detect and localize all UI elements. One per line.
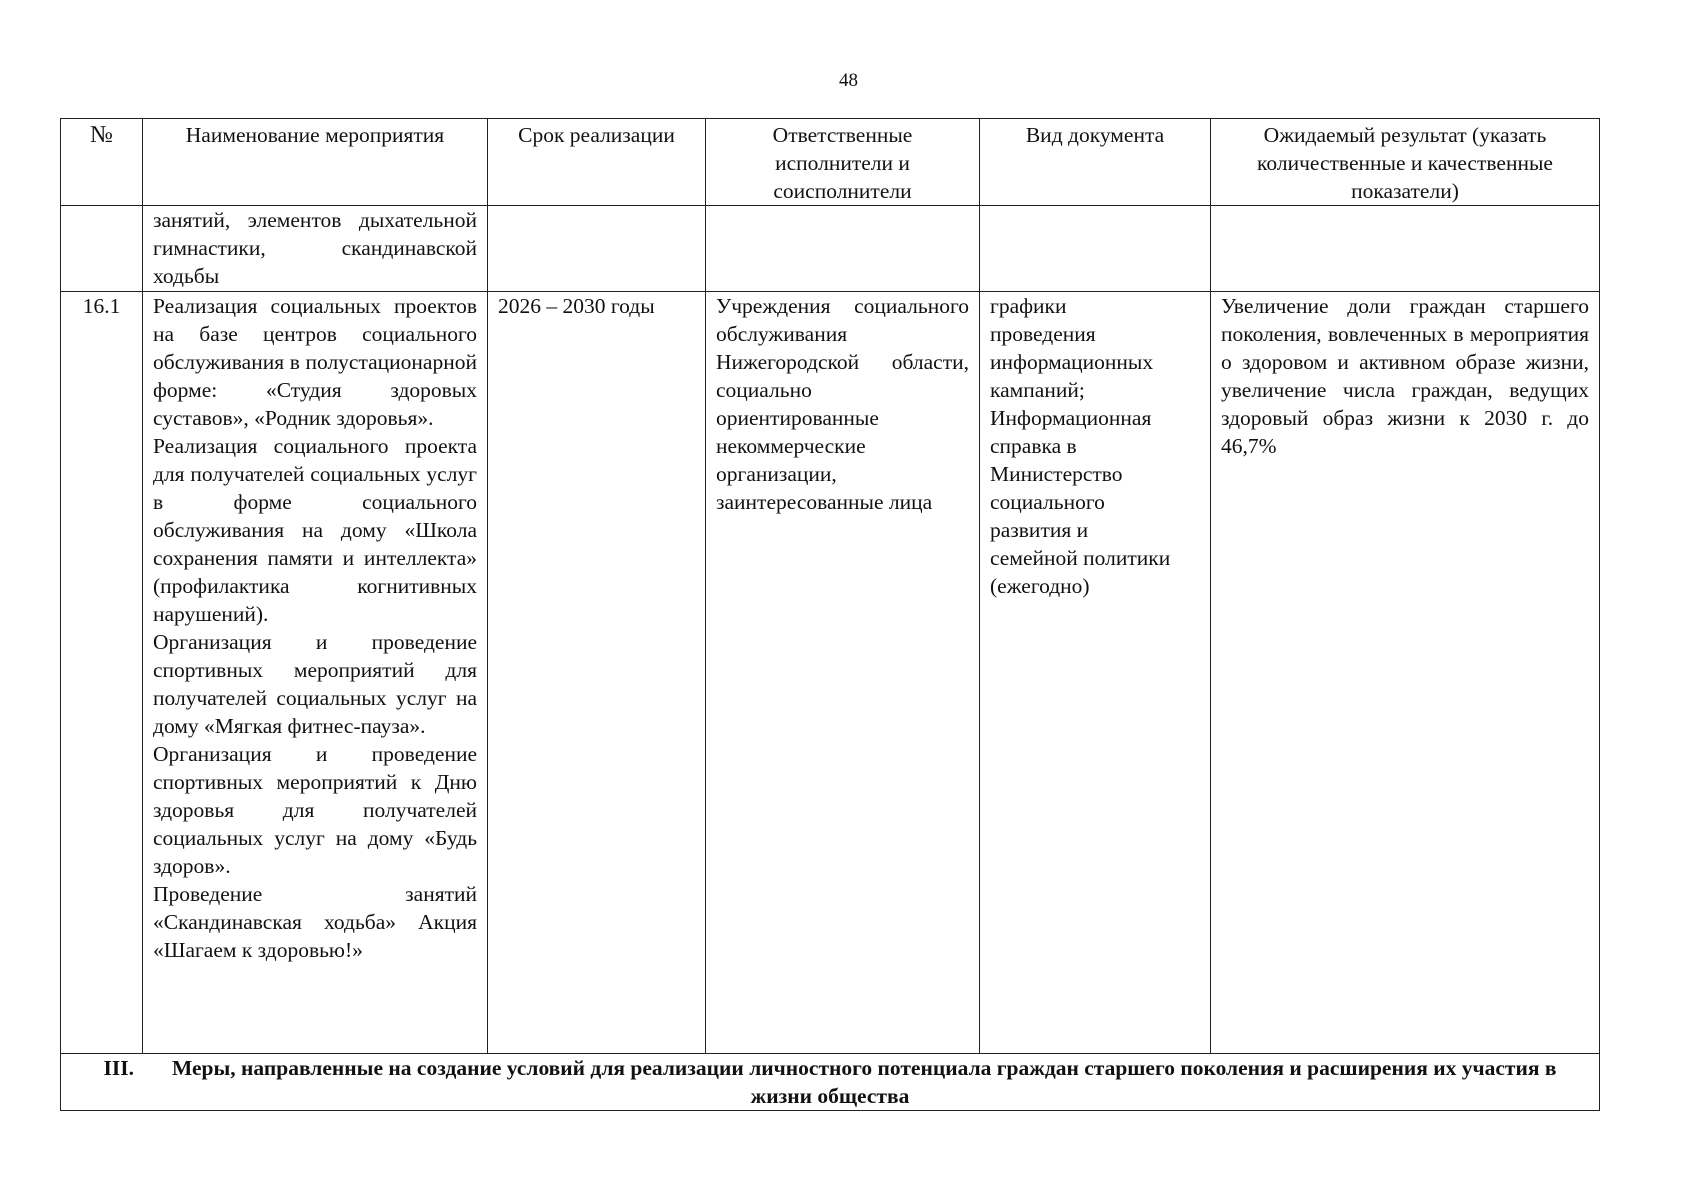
header-executors: Ответственные исполнители и соисполнители [706, 119, 980, 206]
document-line: Министерство [990, 462, 1123, 486]
header-activity-name: Наименование мероприятия [143, 119, 488, 206]
cell-document-type [980, 292, 1211, 1054]
activity-paragraph: Проведение занятий «Скандинавская ходьба» Акция «Шагаем к здоровью!» [153, 882, 477, 962]
document-line: (ежегодно) [990, 574, 1090, 598]
cell-period [488, 206, 706, 292]
activity-paragraph: Организация и проведение спортивных мероприятий для получателей социальных услуг на дому «Мягкая фитнес-пауза». [153, 630, 477, 738]
document-line: графики [990, 294, 1067, 318]
activity-paragraph: Реализация социальных проектов на базе центров социального обслуживания в полустационарной форме: «Студия здоровых суставов», «Родник здоровья». [153, 294, 477, 430]
document-line: социального [990, 490, 1105, 514]
document-line: справка в [990, 434, 1077, 458]
cell-activity-name: занятий, элементов дыхательной гимнастики, скандинавской ходьбы [143, 206, 488, 292]
cell-expected-result: Увеличение доли граждан старшего поколения, вовлеченных в мероприятия о здоровом и активном образе жизни, увеличение числа граждан, ведущих здоровый образ жизни к 2030 г. до 46,7% [1211, 292, 1600, 1054]
section-heading-row [61, 1054, 1600, 1111]
cell-number: 16.1 [61, 292, 143, 1054]
cell-executors: Учреждения социального обслуживания Нижегородской области, социально ориентированные некоммерческие организации, заинтересованные лица [706, 292, 980, 1054]
document-line: Информационная [990, 406, 1152, 430]
header-document-type: Вид документа [980, 119, 1211, 206]
table-header-row [61, 119, 1600, 206]
header-period: Срок реализации [488, 119, 706, 206]
cell-period: 2026 – 2030 годы [488, 292, 706, 1054]
section-title: Меры, направленные на создание условий для реализации личностного потенциала граждан старшего поколения и расширения их участия в жизни общества [171, 1056, 1557, 1108]
activity-paragraph: Реализация социального проекта для получателей социальных услуг в форме социального обслуживания на дому «Школа сохранения памяти и интеллекта» (профилактика когнитивных нарушений). [153, 434, 477, 626]
cell-number [61, 206, 143, 292]
document-line: проведения [990, 322, 1096, 346]
section-number: III. [103, 1056, 134, 1080]
header-expected-result: Ожидаемый результат (указать количественные и качественные показатели) [1211, 119, 1600, 206]
header-number: № [61, 119, 143, 206]
cell-activity-name [143, 292, 488, 1054]
cell-document-type [980, 206, 1211, 292]
document-line: семейной политики [990, 546, 1171, 570]
document-line: развития и [990, 518, 1089, 542]
document-line: кампаний; [990, 378, 1085, 402]
page-number: 48 [839, 70, 858, 91]
section-heading [61, 1054, 1600, 1111]
activity-paragraph: Организация и проведение спортивных мероприятий к Дню здоровья для получателей социальных услуг на дому «Будь здоров». [153, 742, 477, 878]
table-row-16-1 [61, 292, 1600, 1054]
table-row [61, 206, 1600, 292]
cell-expected-result [1211, 206, 1600, 292]
document-line: информационных [990, 350, 1154, 374]
cell-executors [706, 206, 980, 292]
activities-table [60, 118, 1600, 1111]
